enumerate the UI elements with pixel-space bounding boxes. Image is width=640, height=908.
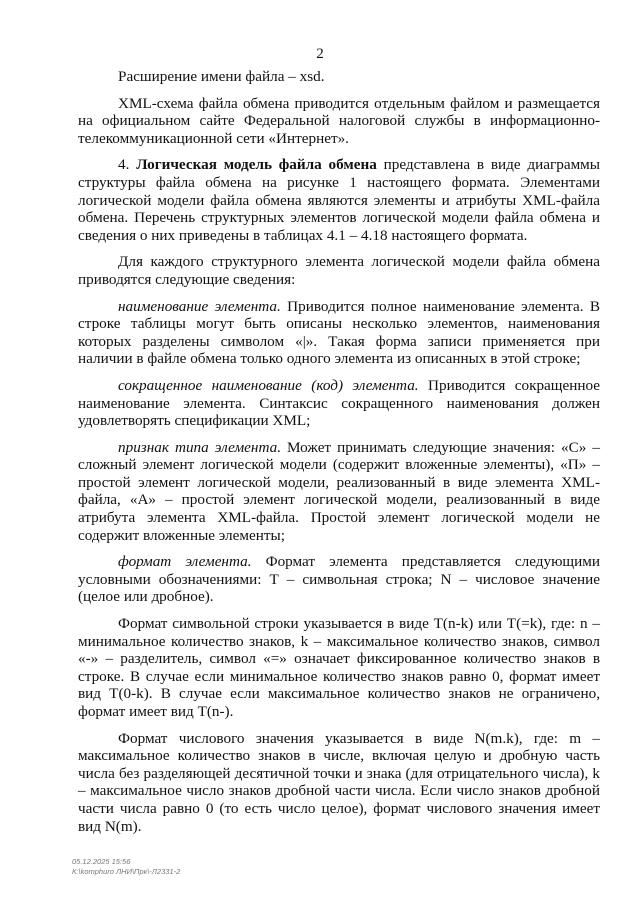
term-element-name: наименование элемента. [118, 297, 281, 315]
paragraph-element-name [78, 298, 600, 368]
paragraph-string-format: Формат символьной строки указывается в виде Т(n-k) или Т(=k), где: n – минимальное количество знаков, k – максимальное количество знаков, символ «-» – разделитель, символ «=» означает фиксированное количество знаков в строке. В случае если минимальное количество знаков равно 0, формат имеет вид Т(0-k). В случае если максимальное количество знаков не ограничено, формат имеет вид Т(n-). [78, 615, 600, 720]
term-element-type: признак типа элемента. [118, 438, 281, 456]
paragraph-element-type [78, 439, 600, 545]
definition-element-code: Приводится сокращенное наименование элемента. Синтаксис сокращенного наименования должен удовлетворять спецификации XML; [78, 376, 600, 430]
term-element-format: формат элемента. [118, 553, 252, 571]
document-footer [72, 857, 180, 877]
paragraph-element-info-intro: Для каждого структурного элемента логической модели файла обмена приводятся следующие сведения: [78, 253, 600, 288]
paragraph-xml-schema: XML-схема файла обмена приводится отдельным файлом и размещается на официальном сайте Федеральной налоговой службы в информационно-телекоммуникационной сети «Интернет». [78, 94, 600, 147]
definition-element-name: Приводится полное наименование элемента. В строке таблицы могут быть описаны несколько элементов, наименования которых разделены символом «|». Такая форма записи применяется при наличии в файле обмена только одного элемента из описанных в этой строке; [78, 297, 600, 368]
term-element-code: сокращенное наименование (код) элемента. [118, 376, 419, 394]
paragraph-number-format: Формат числового значения указывается в виде N(m.k), где: m – максимальное количество знаков в числе, включая целую и дробную часть числа без разделяющей десятичной точки и знака (для отрицательного числа), k – максимальное число знаков дробной части числа. Если число знаков дробной части числа равно 0 (то есть число целое), формат числового значения имеет вид N(m). [78, 729, 600, 835]
paragraph-element-code [78, 377, 600, 430]
definition-element-format: Формат элемента представляется следующими условными обозначениями: Т – символьная строка; N – числовое значение (целое или дробное). [78, 553, 600, 606]
footer-timestamp: 05.12.2025 15:56 [72, 857, 131, 866]
paragraph-logical-model [78, 156, 600, 244]
paragraph-element-format [78, 553, 600, 606]
paragraph-file-extension: Расширение имени файла – xsd. [118, 68, 325, 85]
section-text: представлена в виде диаграммы структуры файла обмена на рисунке 1 настоящего формата. Элементами логической модели файла обмена являются элементы и атрибуты XML-файла обмена. Перечень структурных элементов логической модели файла обмена и сведения о них приведены в таблицах 4.1 – 4.18 настоящего формата. [78, 156, 600, 244]
page-number: 2 [316, 46, 324, 62]
footer-file-path: К:\komphuro ЛНИ\Прк\-Л2331-2 [72, 867, 181, 876]
definition-element-type: Может принимать следующие значения: «С» – сложный элемент логической модели (содержит вложенные элементы), «П» – простой элемент логической модели, реализованный в виде элемента XML-файла, «А» – простой элемент логической модели, реализованный в виде атрибута элемента XML-файла. Простой элемент логической модели не содержит вложенные элементы; [78, 438, 600, 544]
section-number: 4. [118, 156, 137, 174]
document-body [78, 68, 600, 844]
section-heading: Логическая модель файла обмена [136, 156, 377, 174]
